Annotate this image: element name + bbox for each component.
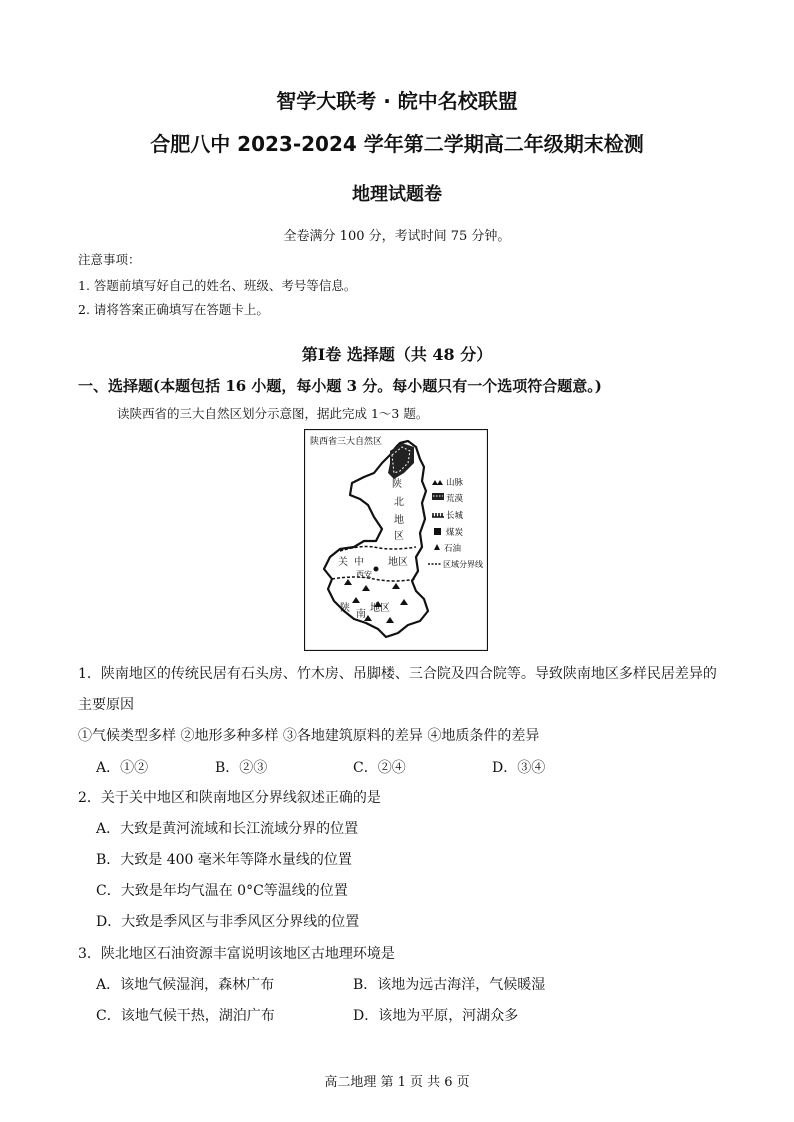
option-c: C．大致是年均气温在 0°C等温线的位置 — [96, 883, 348, 899]
page-footer: 高二地理 第 1 页 共 6 页 — [324, 1075, 470, 1090]
section-title: 第Ⅰ卷 选择题（共 48 分） — [301, 345, 493, 364]
north-label: 区 — [394, 531, 404, 542]
shaanxi-map-figure — [304, 429, 488, 651]
note-item: 1. 答题前填写好自己的姓名、班级、考号等信息。 — [78, 278, 357, 293]
city-label: 西安 — [356, 570, 372, 579]
option-d: D．③④ — [492, 760, 546, 776]
south-label: 陕 — [340, 603, 350, 614]
option-b: B．大致是 400 毫米年等降水量线的位置 — [96, 852, 352, 868]
option-d: D．大致是季风区与非季风区分界线的位置 — [96, 914, 360, 930]
svg-text:石油: 石油 — [444, 544, 462, 554]
question-stem: 主要原因 — [78, 697, 134, 713]
notes-title: 注意事项： — [78, 252, 141, 267]
option-c: C．该地气候干热，湖泊广布 — [96, 1008, 275, 1024]
option-a: A．该地气候湿润，森林广布 — [96, 977, 275, 993]
option-b: B．②③ — [215, 760, 268, 776]
exam-info: 全卷满分 100 分，考试时间 75 分钟。 — [283, 229, 511, 244]
xian-city-marker — [374, 567, 379, 572]
central-label: 关 — [338, 557, 348, 568]
exam-title: 合肥八中 2023-2024 学年第二学期高二年级期末检测 — [150, 132, 644, 156]
option-b: B．该地为远古海洋，气候暖湿 — [353, 977, 546, 993]
paper-title: 地理试题卷 — [352, 184, 442, 205]
option-a: A．大致是黄河流域和长江流域分界的位置 — [96, 821, 359, 837]
central-label: 地区 — [388, 557, 408, 568]
north-label: 北 — [394, 497, 404, 508]
question-stem: 2．关于关中地区和陕南地区分界线叙述正确的是 — [78, 790, 381, 806]
question-stem: 1．陕南地区的传统民居有石头房、竹木房、吊脚楼、三合院及四合院等。导致陕南地区多样民居差异的 — [78, 666, 717, 682]
section-heading: 一、选择题(本题包括 16 小题，每小题 3 分。每小题只有一个选项符合题意。) — [78, 377, 602, 395]
north-label: 陕 — [392, 479, 402, 490]
note-item: 2. 请将答案正确填写在答题卡上。 — [78, 302, 269, 317]
north-label: 地 — [394, 515, 404, 526]
svg-text:长城: 长城 — [446, 511, 464, 521]
svg-text:荒漠: 荒漠 — [446, 494, 464, 504]
map-title: 陕西省三大自然区 — [310, 437, 383, 447]
option-a: A．①② — [96, 760, 149, 776]
svg-text:区域分界线: 区域分界线 — [443, 560, 483, 569]
south-label: 南 — [356, 609, 366, 620]
svg-text:煤炭: 煤炭 — [446, 528, 464, 538]
exam-org-title: 智学大联考 · 皖中名校联盟 — [276, 89, 518, 113]
central-label: 中 — [354, 557, 364, 568]
question-stem: 3．陕北地区石油资源丰富说明该地区古地理环境是 — [78, 946, 395, 962]
option-c: C．②④ — [353, 760, 406, 776]
option-d: D．该地为平原，河湖众多 — [353, 1008, 519, 1024]
question-items: ①气候类型多样 ②地形多种多样 ③各地建筑原料的差异 ④地质条件的差异 — [78, 728, 540, 744]
question-intro: 读陕西省的三大自然区划分示意图，据此完成 1～3 题。 — [117, 406, 429, 421]
svg-text:山脉: 山脉 — [446, 478, 464, 488]
south-label: 地区 — [370, 603, 390, 614]
